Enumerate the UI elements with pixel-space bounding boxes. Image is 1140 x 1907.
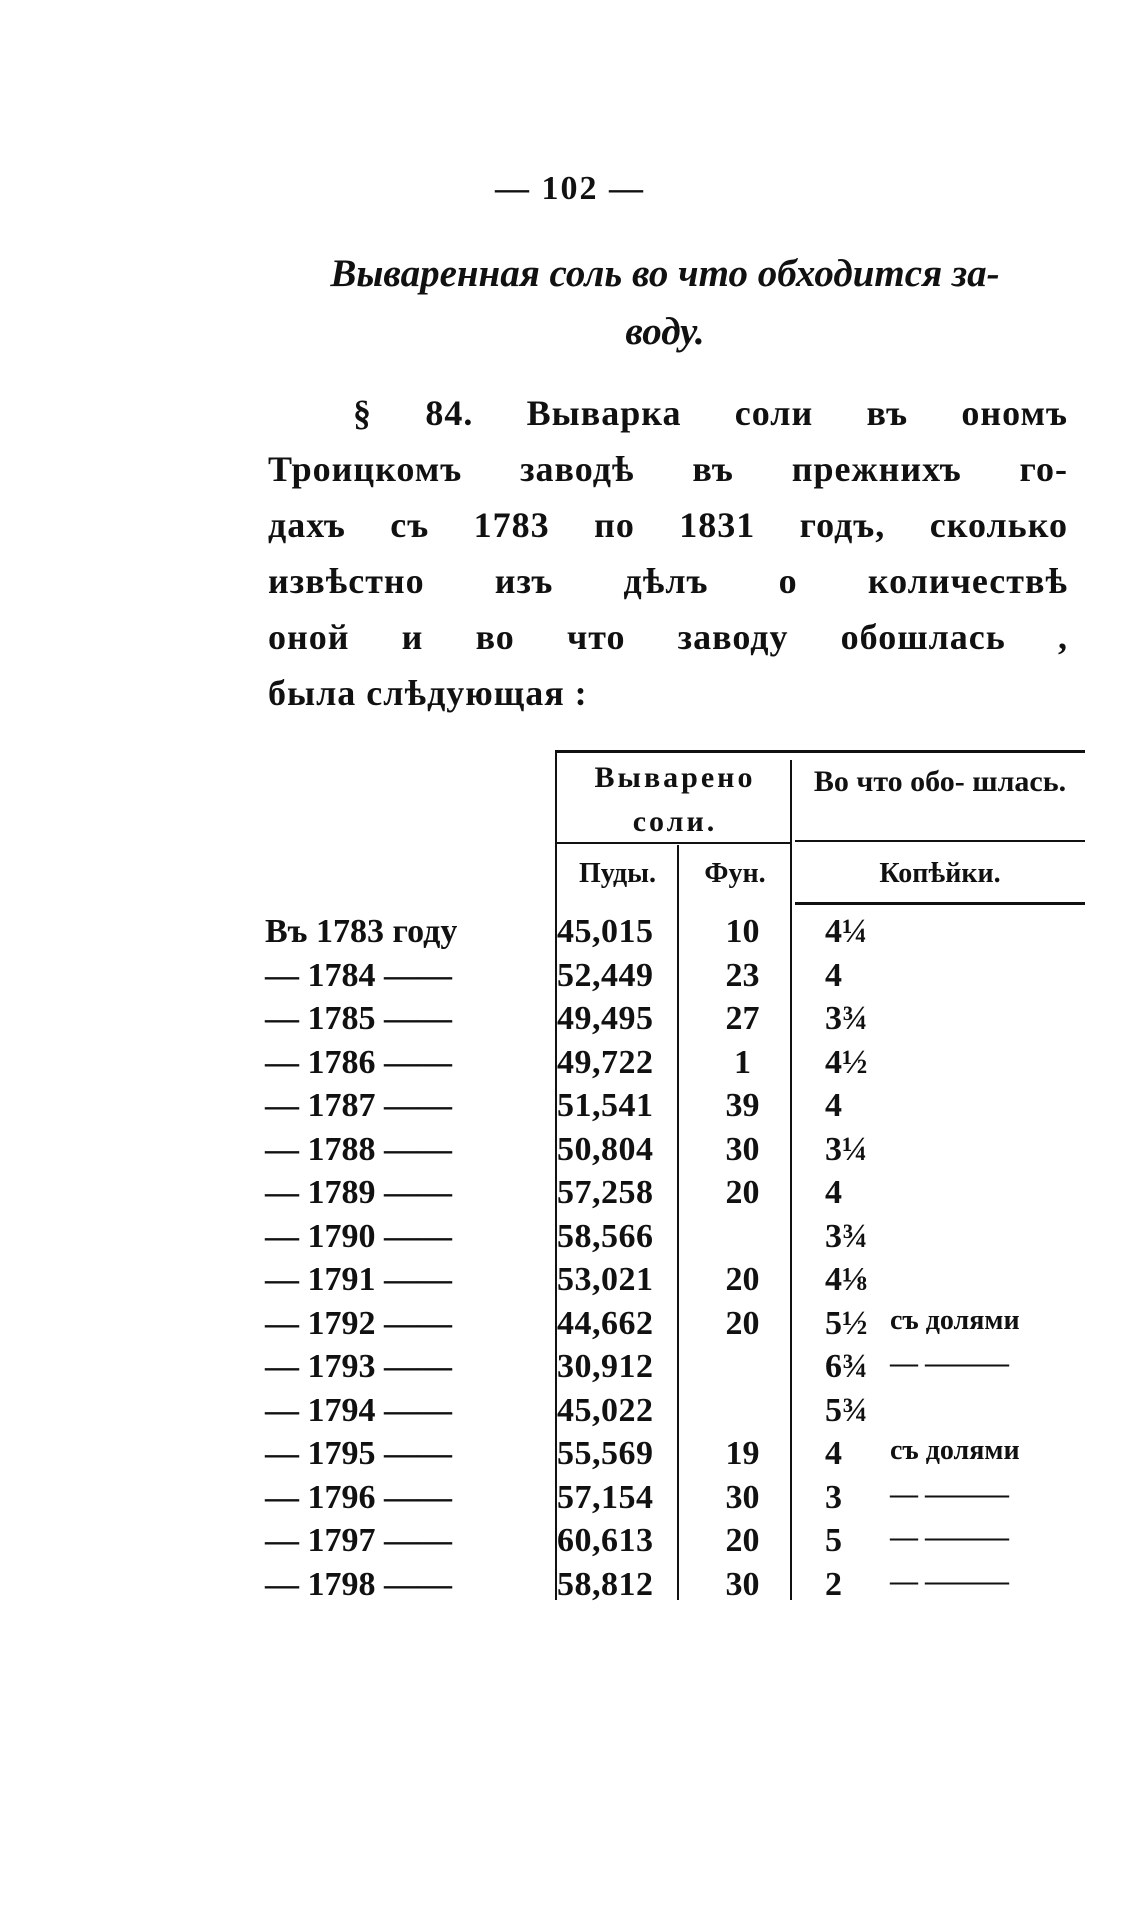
funts-cell: 39 [725, 1087, 760, 1124]
table-row [265, 1174, 1085, 1216]
year-cell: Въ 1783 году [265, 913, 458, 950]
kopecks-cell: 2 [825, 1565, 842, 1603]
kopecks-cell: 4½ [825, 1043, 868, 1081]
puds-cell: 52,449 [557, 956, 654, 994]
funts-cell: 20 [725, 1174, 760, 1211]
kopecks-cell: 6¾ [825, 1348, 868, 1385]
table-row [265, 1261, 1085, 1303]
note-cell: — ——— [890, 1348, 1009, 1379]
puds-cell: 49,722 [557, 1043, 654, 1081]
year-cell: — 1785 —— [265, 1000, 452, 1037]
kopecks-cell: 4 [825, 1087, 842, 1124]
table-row [265, 1218, 1085, 1260]
paragraph-line: Троицкомъ заводѣ въ прежнихъ го- [268, 449, 1068, 489]
kopecks-cell: 5¾ [825, 1391, 868, 1429]
paragraph-line: была слѣдующая : [268, 673, 588, 713]
year-cell: — 1787 —— [265, 1087, 452, 1124]
year-cell: — 1797 —— [265, 1522, 452, 1559]
puds-cell: 30,912 [557, 1348, 654, 1385]
header-puds: Пуды. [578, 858, 657, 889]
funts-cell: 23 [725, 956, 760, 994]
funts-cell: 27 [725, 1000, 760, 1037]
year-cell: — 1784 —— [265, 956, 452, 994]
year-cell: — 1791 —— [265, 1261, 452, 1298]
table-row [265, 1435, 1085, 1477]
table-top-rule [557, 750, 1085, 753]
funts-cell: 19 [725, 1435, 760, 1472]
puds-cell: 50,804 [557, 1130, 654, 1168]
puds-cell: 49,495 [557, 1000, 654, 1037]
paragraph-line: дахъ съ 1783 по 1831 годъ, сколько [268, 505, 1068, 545]
year-cell: — 1794 —— [265, 1391, 452, 1429]
funts-cell: 10 [725, 913, 760, 950]
table-row [265, 1566, 1085, 1608]
section-heading [265, 245, 1065, 361]
heading-line-2: воду. [625, 310, 705, 353]
puds-cell: 60,613 [557, 1522, 654, 1559]
puds-cell: 51,541 [557, 1087, 654, 1124]
table-row [265, 1087, 1085, 1129]
header-kopecks: Копѣйки. [879, 858, 1001, 889]
paragraph-line: § 84. Выварка соли въ ономъ [353, 393, 1068, 433]
header-subrule [795, 840, 1085, 842]
year-cell: — 1798 —— [265, 1565, 452, 1603]
funts-cell: 30 [725, 1130, 760, 1168]
kopecks-cell: 4¼ [825, 913, 868, 950]
funts-cell: 1 [734, 1043, 751, 1081]
table-row [265, 1392, 1085, 1434]
year-cell: — 1796 —— [265, 1478, 452, 1516]
kopecks-cell: 3¾ [825, 1217, 868, 1255]
puds-cell: 58,566 [557, 1217, 654, 1255]
puds-cell: 53,021 [557, 1261, 654, 1298]
salt-production-table [265, 750, 1085, 1603]
page-number: — 102 — [495, 170, 645, 207]
puds-cell: 57,154 [557, 1478, 654, 1516]
funts-cell: 30 [725, 1478, 760, 1516]
note-cell: съ долями [890, 1304, 1020, 1336]
kopecks-cell: 3¾ [825, 1000, 868, 1037]
paragraph [268, 385, 1068, 721]
table-row [265, 913, 1085, 955]
year-cell: — 1795 —— [265, 1435, 452, 1472]
kopecks-cell: 5 [825, 1522, 842, 1559]
table-row [265, 1044, 1085, 1086]
year-cell: — 1792 —— [265, 1304, 452, 1342]
puds-cell: 58,812 [557, 1565, 654, 1603]
funts-cell: 20 [725, 1522, 760, 1559]
paragraph-line: оной и во что заводу обошлась , [268, 617, 1068, 657]
kopecks-cell: 5½ [825, 1304, 868, 1342]
paragraph-line: извѣстно изъ дѣлъ о количествѣ [268, 561, 1068, 601]
puds-cell: 55,569 [557, 1435, 654, 1472]
header-boiled-salt: Выварено соли. [594, 761, 756, 838]
header-bottom-rule [795, 902, 1085, 905]
funts-cell: 20 [725, 1304, 760, 1342]
table-row [265, 1348, 1085, 1390]
puds-cell: 57,258 [557, 1174, 654, 1211]
note-cell: — ——— [890, 1478, 1009, 1510]
kopecks-cell: 3 [825, 1478, 842, 1516]
table-row [265, 1000, 1085, 1042]
kopecks-cell: 4 [825, 1435, 842, 1472]
kopecks-cell: 4 [825, 1174, 842, 1211]
year-cell: — 1789 —— [265, 1174, 452, 1211]
puds-cell: 45,022 [557, 1391, 654, 1429]
puds-cell: 44,662 [557, 1304, 654, 1342]
header-cost: Во что обо- шлась. [813, 765, 1067, 798]
year-cell: — 1793 —— [265, 1348, 452, 1385]
table-row [265, 1522, 1085, 1564]
header-funts: Фун. [704, 858, 766, 889]
puds-cell: 45,015 [557, 913, 654, 950]
year-cell: — 1786 —— [265, 1043, 452, 1081]
heading-line-1: Вываренная соль во что обходится за- [330, 252, 1000, 295]
note-cell: — ——— [890, 1522, 1009, 1553]
table-row [265, 1479, 1085, 1521]
funts-cell: 30 [725, 1565, 760, 1603]
note-cell: — ——— [890, 1565, 1009, 1597]
year-cell: — 1788 —— [265, 1130, 452, 1168]
kopecks-cell: 4 [825, 956, 842, 994]
year-cell: — 1790 —— [265, 1217, 452, 1255]
note-cell: съ долями [890, 1435, 1020, 1466]
table-row [265, 1131, 1085, 1173]
kopecks-cell: 4⅛ [825, 1261, 868, 1298]
funts-cell: 20 [725, 1261, 760, 1298]
kopecks-cell: 3¼ [825, 1130, 868, 1168]
table-row [265, 1305, 1085, 1347]
table-row [265, 957, 1085, 999]
